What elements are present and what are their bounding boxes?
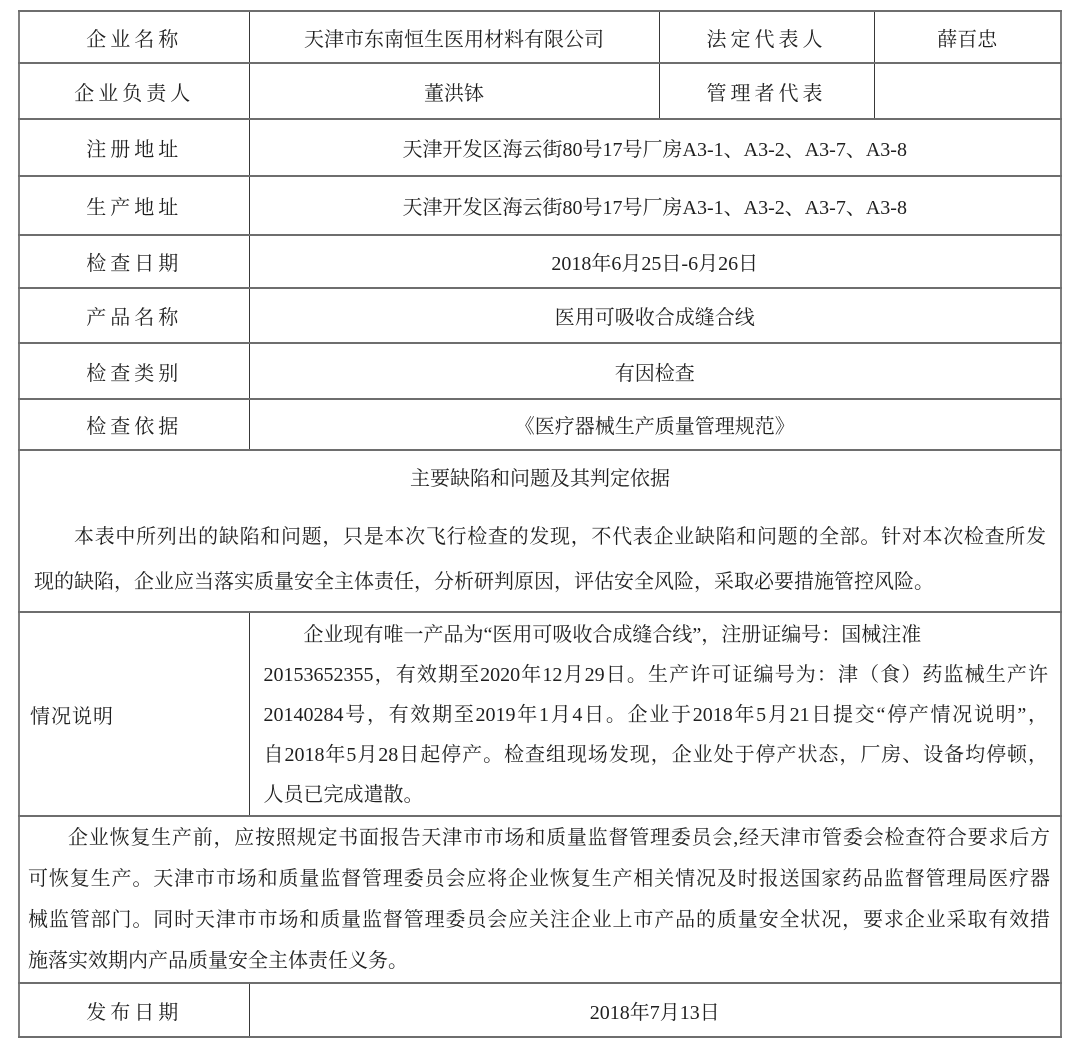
row-defects-section <box>19 450 1061 612</box>
label-company-manager: 企业负责人 <box>19 63 249 119</box>
defects-section-title: 主要缺陷和问题及其判定依据 <box>410 468 670 490</box>
resume-line: 可恢复生产。天津市市场和质量监督管理委员会应将企业恢复生产相关情况及时报送国家药品监督管理局医疗器 <box>28 868 1050 890</box>
value-company-name: 天津市东南恒生医用材料有限公司 <box>249 11 659 63</box>
label-publish-date: 发布日期 <box>19 983 249 1037</box>
value-publish-date: 2018年7月13日 <box>249 983 1061 1037</box>
situation-line: 人员已完成遣散。 <box>263 784 424 806</box>
resume-line: 械监管部门。同时天津市市场和质量监督管理委员会应关注企业上市产品的质量安全状况，要求企业采取有效措 <box>28 909 1050 931</box>
row-company-name <box>19 11 1061 63</box>
label-product-name: 产品名称 <box>19 288 249 343</box>
row-inspection-date <box>19 235 1061 288</box>
value-inspection-type: 有因检查 <box>249 343 1061 399</box>
value-inspection-basis: 《医疗器械生产质量管理规范》 <box>249 399 1061 450</box>
label-legal-representative: 法定代表人 <box>659 11 874 63</box>
defects-body-line: 现的缺陷，企业应当落实质量安全主体责任，分析研判原因，评估安全风险，采取必要措施管控风险。 <box>34 571 934 593</box>
row-resume-requirements <box>19 816 1061 983</box>
defects-section-cell <box>19 450 1061 612</box>
resume-requirements-cell <box>19 816 1061 983</box>
value-management-representative <box>874 63 1061 119</box>
situation-line: 20153652355，有效期至2020年12月29日。生产许可证编号为：津（食）药监械生产许 <box>263 664 1048 686</box>
defects-body-line: 本表中所列出的缺陷和问题，只是本次飞行检查的发现，不代表企业缺陷和问题的全部。针对本次检查所发 <box>74 526 1046 548</box>
row-inspection-type <box>19 343 1061 399</box>
situation-body-cell <box>249 612 1061 816</box>
row-production-address <box>19 176 1061 235</box>
value-product-name: 医用可吸收合成缝合线 <box>249 288 1061 343</box>
resume-line: 施落实效期内产品质量安全主体责任义务。 <box>28 950 408 972</box>
label-situation: 情况说明 <box>19 612 249 816</box>
inspection-report-table <box>18 10 1062 1038</box>
label-registered-address: 注册地址 <box>19 119 249 176</box>
value-inspection-date: 2018年6月25日-6月26日 <box>249 235 1061 288</box>
label-production-address: 生产地址 <box>19 176 249 235</box>
value-company-manager: 董洪钵 <box>249 63 659 119</box>
situation-line: 企业现有唯一产品为“医用可吸收合成缝合线”，注册证编号：国械注准 <box>303 624 922 646</box>
row-product-name <box>19 288 1061 343</box>
value-production-address: 天津开发区海云街80号17号厂房A3-1、A3-2、A3-7、A3-8 <box>249 176 1061 235</box>
resume-line: 企业恢复生产前，应按照规定书面报告天津市市场和质量监督管理委员会,经天津市管委会检查符合要求后方 <box>68 827 1050 849</box>
row-inspection-basis <box>19 399 1061 450</box>
value-legal-representative: 薛百忠 <box>874 11 1061 63</box>
situation-line: 20140284号，有效期至2019年1月4日。企业于2018年5月21日提交“停产情况说明”， <box>263 704 1048 726</box>
label-inspection-date: 检查日期 <box>19 235 249 288</box>
row-situation <box>19 612 1061 816</box>
row-publish-date <box>19 983 1061 1037</box>
row-company-manager <box>19 63 1061 119</box>
value-registered-address: 天津开发区海云街80号17号厂房A3-1、A3-2、A3-7、A3-8 <box>249 119 1061 176</box>
label-inspection-type: 检查类别 <box>19 343 249 399</box>
defects-section-body <box>34 515 1046 605</box>
label-inspection-basis: 检查依据 <box>19 399 249 450</box>
situation-line: 自2018年5月28日起停产。检查组现场发现，企业处于停产状态，厂房、设备均停顿， <box>263 744 1048 766</box>
label-management-representative: 管理者代表 <box>659 63 874 119</box>
row-registered-address <box>19 119 1061 176</box>
label-company-name: 企业名称 <box>19 11 249 63</box>
